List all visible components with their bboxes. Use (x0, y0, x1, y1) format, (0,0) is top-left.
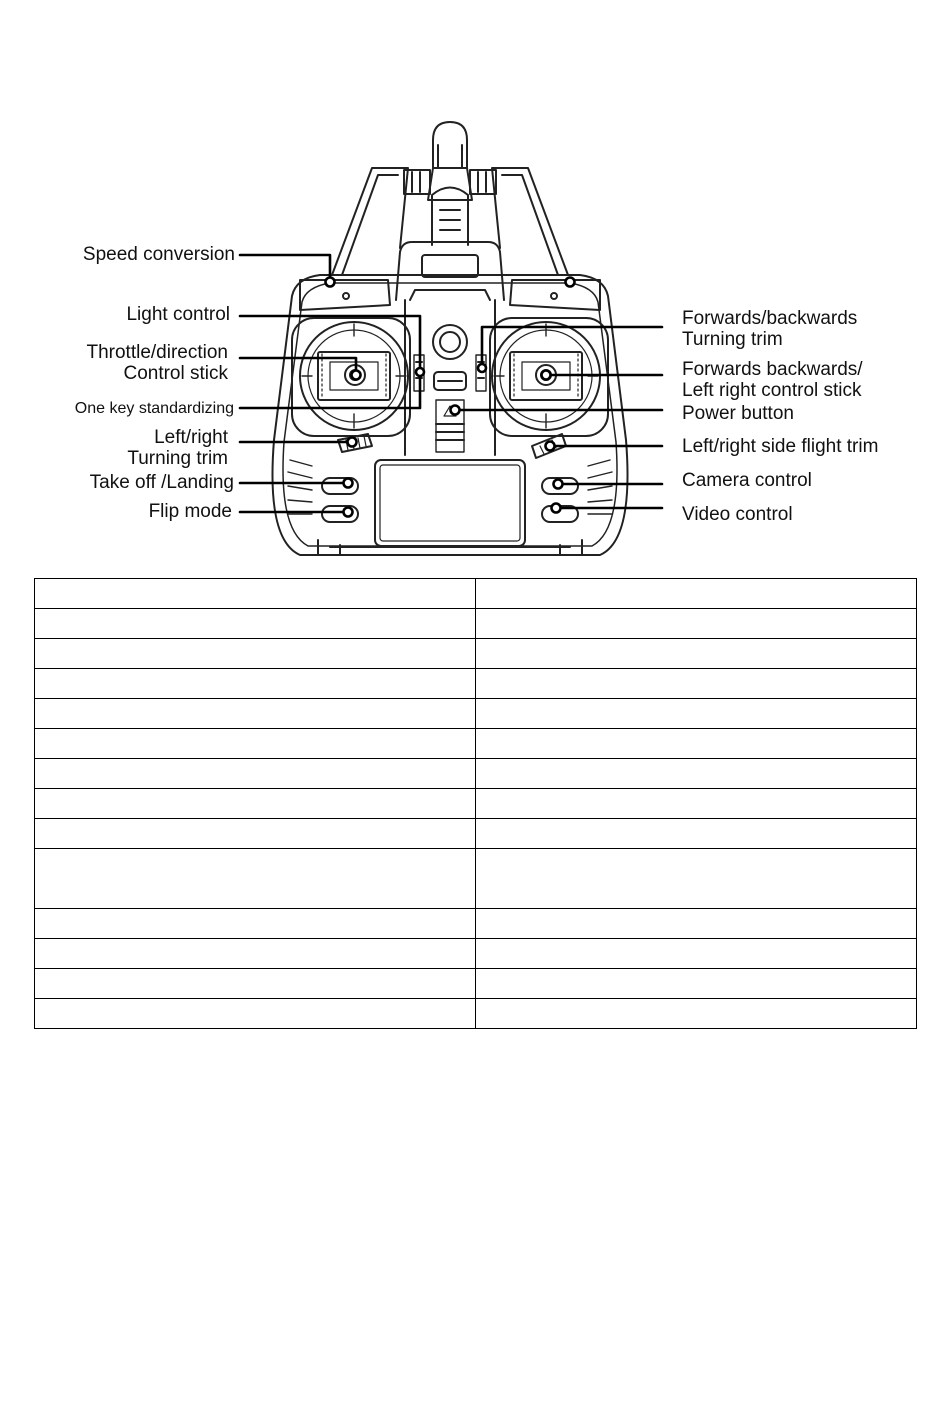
transmitter-diagram (0, 0, 950, 575)
table-cell (476, 939, 917, 969)
table-cell (476, 909, 917, 939)
table-row (35, 819, 917, 849)
table-cell (35, 699, 476, 729)
lower-left-controls (288, 434, 372, 522)
table-cell (35, 609, 476, 639)
table-cell (35, 579, 476, 609)
table-cell (476, 999, 917, 1029)
label-line: Camera control (682, 470, 812, 491)
table-row (35, 639, 917, 669)
table-cell (476, 699, 917, 729)
table-cell (35, 819, 476, 849)
label-take-off-landing (90, 472, 234, 493)
label-line: Throttle/direction (86, 342, 228, 363)
table-cell (35, 909, 476, 939)
table-cell (476, 759, 917, 789)
handle-rails (332, 168, 568, 275)
screen (375, 460, 525, 546)
table-cell (476, 639, 917, 669)
table-row (35, 609, 917, 639)
shoulder-pads (300, 280, 600, 310)
label-light-control (126, 304, 230, 325)
parts-table-body (35, 579, 917, 1029)
label-line: Left/right side flight trim (682, 436, 879, 457)
label-camera-control (682, 470, 812, 491)
table-cell (476, 729, 917, 759)
table-cell (35, 969, 476, 999)
parts-table (34, 578, 917, 1029)
label-line: Video control (682, 504, 793, 525)
label-speed-conversion (83, 244, 235, 265)
table-row (35, 579, 917, 609)
table-cell (476, 789, 917, 819)
table-row (35, 939, 917, 969)
label-throttle-direction (86, 342, 228, 384)
table-row (35, 789, 917, 819)
label-line: Speed conversion (82, 244, 235, 265)
table-cell (476, 819, 917, 849)
table-cell (35, 729, 476, 759)
label-power-button (682, 403, 794, 424)
table-cell (476, 669, 917, 699)
table-row (35, 729, 917, 759)
table-cell (476, 609, 917, 639)
label-line: Turning trim (682, 329, 783, 350)
table-row (35, 669, 917, 699)
label-left-right-side-flight-trim (682, 436, 878, 457)
table-cell (35, 939, 476, 969)
label-line: Flip mode (148, 501, 232, 522)
table-row (35, 999, 917, 1029)
table-row (35, 699, 917, 729)
table-row (35, 969, 917, 999)
callout-dots (326, 278, 575, 517)
label-line: Control stick (123, 363, 228, 384)
table-cell (35, 849, 476, 909)
label-line: Turning trim (127, 448, 228, 469)
table-row (35, 849, 917, 909)
label-line: Take off /Landing (89, 472, 234, 493)
table-row (35, 909, 917, 939)
label-forwards-backwards-control-stick (682, 359, 863, 401)
label-line: Forwards backwards/ (682, 359, 863, 380)
label-left-right-turning-trim (127, 427, 228, 469)
label-line: Light control (126, 304, 230, 325)
table-cell (35, 789, 476, 819)
table-cell (35, 669, 476, 699)
table-cell (476, 579, 917, 609)
label-flip-mode (149, 501, 232, 522)
label-line: Left right control stick (682, 380, 862, 401)
table-cell (476, 969, 917, 999)
label-line: Forwards/backwards (682, 308, 858, 329)
table-cell (35, 639, 476, 669)
label-line: One key standardizing (74, 400, 234, 417)
label-line: Left/right (154, 427, 228, 448)
table-cell (35, 759, 476, 789)
label-video-control (682, 504, 793, 525)
table-cell (35, 999, 476, 1029)
table-row (35, 759, 917, 789)
center-controls (414, 325, 486, 452)
label-line: Power button (682, 403, 794, 424)
label-forwards-backwards-turning-trim (682, 308, 857, 350)
label-one-key-standardizing (75, 398, 234, 419)
table-cell (476, 849, 917, 909)
antenna (428, 122, 472, 245)
